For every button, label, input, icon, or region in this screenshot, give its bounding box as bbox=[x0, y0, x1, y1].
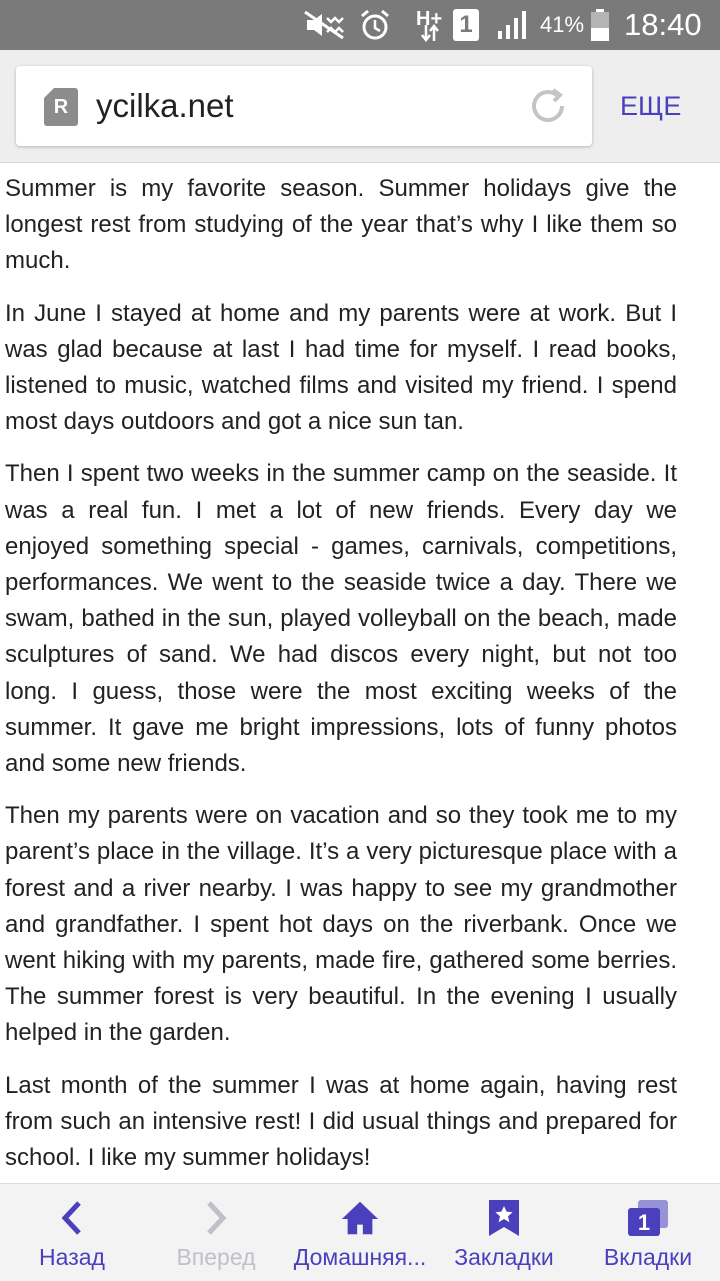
article-content bbox=[5, 171, 677, 1192]
home-label: Домашняя... bbox=[293, 1244, 427, 1270]
tabs-icon bbox=[628, 1198, 668, 1238]
mute-icon bbox=[300, 0, 352, 50]
url-text[interactable]: ycilka.net bbox=[96, 87, 234, 124]
article-paragraph: Summer is my favorite season. Summer holidays give the longest rest from studying of the year that’s why I like them so much. bbox=[5, 175, 677, 275]
home-button[interactable] bbox=[288, 1184, 432, 1281]
bottom-navigation bbox=[0, 1183, 720, 1281]
status-bar bbox=[0, 0, 720, 50]
network-type-label: H+ bbox=[416, 8, 443, 30]
forward-label: Вперед bbox=[176, 1244, 256, 1270]
bookmarks-label: Закладки bbox=[454, 1244, 554, 1270]
back-button[interactable] bbox=[0, 1184, 144, 1281]
battery-percent: 41% bbox=[540, 12, 585, 37]
address-bar[interactable] bbox=[16, 66, 592, 146]
forward-arrow-icon bbox=[196, 1198, 236, 1238]
back-label: Назад bbox=[39, 1244, 105, 1270]
tabs-count: 1 bbox=[637, 1210, 651, 1235]
battery-icon bbox=[588, 0, 612, 50]
article-paragraph: Last month of the summer I was at home again, having rest from such an intensive rest! I did usual things and prepared for school. I like my summer holidays! bbox=[5, 1071, 677, 1172]
clock: 18:40 bbox=[624, 7, 702, 42]
more-menu-button[interactable]: ЕЩЕ bbox=[620, 91, 682, 121]
article-paragraph: Then my parents were on vacation and so they took me to my parent’s place in the village. It’s a very picturesque place with a forest and a river nearby. I was happy to see my grandmother and grandfather. I spent hot days on the riverbank. Once we went hiking with my parents, made fire, gathered some berries. The summer forest is very beautiful. In the evening I usually helped in the garden. bbox=[5, 802, 677, 1047]
data-arrows-icon bbox=[416, 20, 444, 46]
signal-icon bbox=[494, 0, 530, 50]
home-icon bbox=[340, 1198, 380, 1238]
back-arrow-icon bbox=[52, 1198, 92, 1238]
alarm-icon bbox=[356, 0, 394, 50]
reload-icon[interactable] bbox=[526, 84, 570, 128]
site-favicon-icon: R bbox=[44, 88, 78, 126]
bookmark-icon bbox=[484, 1198, 524, 1238]
forward-button[interactable] bbox=[144, 1184, 288, 1281]
article-paragraph: Then I spent two weeks in the summer camp on the seaside. It was a real fun. I met a lot of new friends. Every day we enjoyed something special - games, carnivals, competitions, performances. We went to the seaside twice a day. There we swam, bathed in the sun, played volleyball on the beach, made sculptures of sand. We had discos every night, but not too long. I guess, those were the most exciting weeks of the summer. It gave me bright impressions, lots of funny photos and some new friends. bbox=[5, 460, 677, 778]
article-paragraph: In June I stayed at home and my parents were at work. But I was glad because at last I had time for myself. I read books, listened to music, watched films and visited my friend. I spend most days outdoors and got a nice sun tan. bbox=[5, 299, 677, 436]
tabs-button[interactable] bbox=[576, 1184, 720, 1281]
browser-toolbar bbox=[0, 50, 720, 163]
sim-icon: 1 bbox=[452, 0, 480, 50]
bookmarks-button[interactable] bbox=[432, 1184, 576, 1281]
tabs-label: Вкладки bbox=[603, 1244, 693, 1270]
